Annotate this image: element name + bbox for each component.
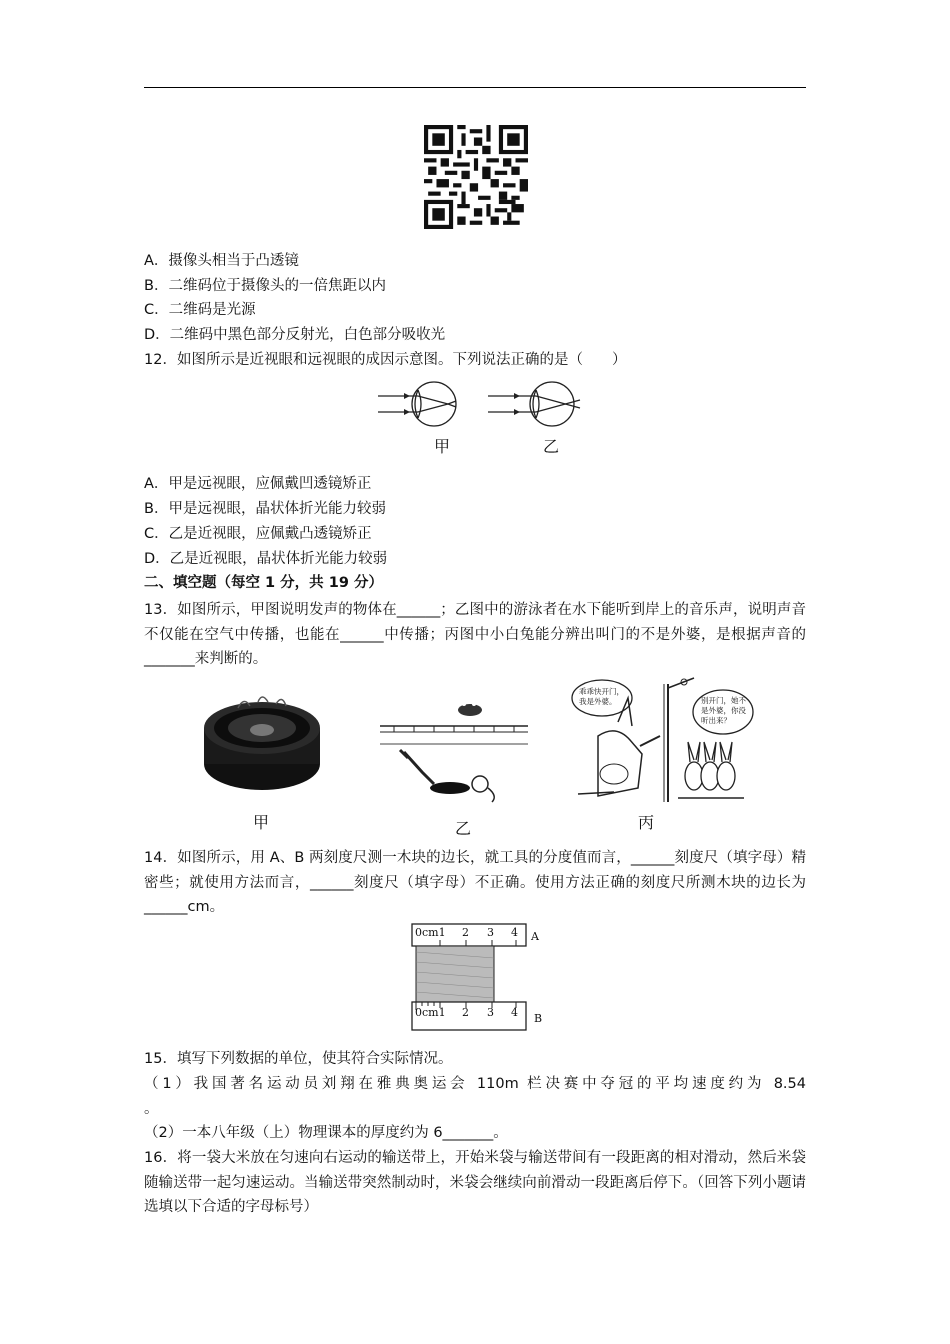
ruler-a-label: A bbox=[531, 930, 539, 943]
q13-label-yi: 乙 bbox=[455, 819, 472, 838]
ruler-a-tick-4: 4 bbox=[511, 926, 518, 939]
ruler-b-tick-0: 0cm1 bbox=[415, 1006, 446, 1019]
q15-stem: 15．填写下列数据的单位，使其符合实际情况。 bbox=[144, 1051, 453, 1067]
bubble-right-text: 别开门，她不是外婆，你没听出来？ bbox=[701, 696, 746, 725]
q11-option-d: D．二维码中黑色部分反射光，白色部分吸收光 bbox=[144, 327, 446, 343]
q12-stem: 12．如图所示是近视眼和远视眼的成因示意图。下列说法正确的是（ ） bbox=[144, 352, 627, 368]
qr-code-image bbox=[424, 125, 528, 229]
q14-text: 14．如图所示，用 A、B 两刻度尺测一木块的边长，就工具的分度值而言，______刻度尺（填字母）精密些；就使用方法而言，______刻度尺（填字母）不正确。使用方法正确的刻度尺所测木块的边长为______cm。 bbox=[144, 850, 806, 915]
q13-text: 13．如图所示，甲图说明发声的物体在______；乙图中的游泳者在水下能听到岸上的音乐声，说明声音不仅能在空气中传播，也能在______中传播；丙图中小白兔能分辨出叫门的不是外婆，是根据声音的_______来判断的。 bbox=[144, 602, 806, 667]
q16-text: 16．将一袋大米放在匀速向右运动的输送带上，开始米袋与输送带间有一段距离的相对滑动，然后米袋随输送带一起匀速运动。当输送带突然制动时，米袋会继续向前滑动一段距离后停下。（回答下列小题请选填以下合适的字母标号） bbox=[144, 1150, 806, 1215]
q11-option-a: A．摄像头相当于凸透镜 bbox=[144, 253, 299, 269]
section-2-heading: 二、填空题（每空 1 分，共 19 分） bbox=[144, 575, 383, 591]
q15-item-1-end: 。 bbox=[144, 1101, 159, 1117]
q13-label-jia: 甲 bbox=[253, 813, 270, 832]
q15-item-2: （2）一本八年级（上）物理课本的厚度约为 6_______。 bbox=[144, 1125, 508, 1141]
speaker-image bbox=[198, 688, 328, 798]
ruler-b-tick-3: 3 bbox=[487, 1006, 494, 1019]
q12-option-a: A．甲是远视眼，应佩戴凹透镜矫正 bbox=[144, 476, 372, 492]
eye-label-jia: 甲 bbox=[434, 437, 451, 456]
ruler-a-tick-3: 3 bbox=[487, 926, 494, 939]
q12-option-d: D．乙是近视眼，晶状体折光能力较弱 bbox=[144, 551, 388, 567]
q11-option-b: B．二维码位于摄像头的一倍焦距以内 bbox=[144, 278, 386, 294]
q12-option-c: C．乙是近视眼，应佩戴凸透镜矫正 bbox=[144, 526, 372, 542]
ruler-b-tick-4: 4 bbox=[511, 1006, 518, 1019]
ruler-b-tick-2: 2 bbox=[462, 1006, 469, 1019]
bubble-left-text: 乖乖快开门，我是外婆。 bbox=[579, 687, 624, 706]
q15-item-1: （1）我国著名运动员刘翔在雅典奥运会 110m 栏决赛中夺冠的平均速度约为 8.54 bbox=[144, 1076, 806, 1092]
ruler-b-label: B bbox=[534, 1012, 543, 1025]
swimmer-image bbox=[374, 692, 534, 812]
q11-option-c: C．二维码是光源 bbox=[144, 302, 256, 318]
q13-label-bing: 丙 bbox=[638, 813, 655, 832]
eye-label-yi: 乙 bbox=[543, 437, 560, 456]
ruler-a-tick-2: 2 bbox=[462, 926, 469, 939]
ruler-a-tick-0: 0cm1 bbox=[415, 926, 446, 939]
header-rule bbox=[144, 87, 806, 88]
q12-option-b: B．甲是远视眼，晶状体折光能力较弱 bbox=[144, 501, 386, 517]
